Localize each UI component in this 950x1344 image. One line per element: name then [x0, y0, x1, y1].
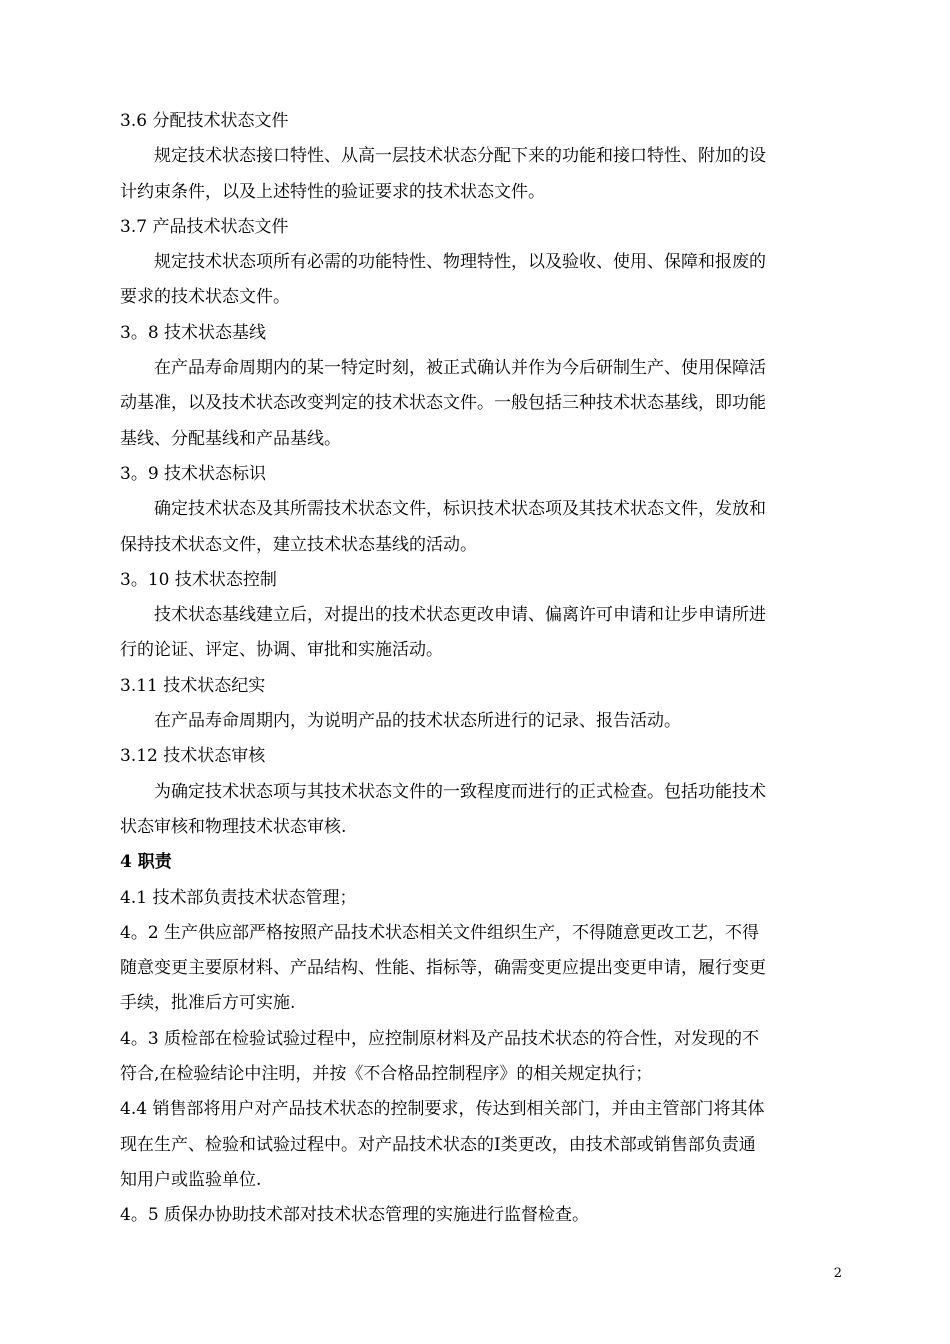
duty-item-4-4: 4.4 销售部将用户对产品技术状态的控制要求，传达到相关部门，并由主管部门将其体: [120, 1099, 765, 1120]
paragraph-line: 要求的技术状态文件。: [120, 287, 290, 308]
paragraph-line: 在产品寿命周期内的某一特定时刻，被正式确认并作为今后研制生产、使用保障活: [154, 358, 766, 379]
paragraph-line: 手续，批准后方可实施.: [120, 993, 296, 1014]
section-heading-3-10: 3。10 技术状态控制: [120, 569, 277, 590]
document-body: [120, 104, 845, 1234]
paragraph-line: 状态审核和物理技术状态审核.: [120, 816, 347, 837]
paragraph-line: 基线、分配基线和产品基线。: [120, 428, 341, 449]
paragraph-line: 知用户或监验单位.: [120, 1169, 262, 1190]
section-heading-3-7: 3.7 产品技术状态文件: [120, 216, 289, 237]
paragraph-line: 为确定技术状态项与其技术状态文件的一致程度而进行的正式检查。包括功能技术: [154, 781, 766, 802]
duty-item-4-2: 4。2 生产供应部严格按照产品技术状态相关文件组织生产，不得随意更改工艺，不得: [120, 922, 760, 943]
paragraph-line: 符合,在检验结论中注明，并按《不合格品控制程序》的相关规定执行；: [120, 1064, 653, 1085]
page-number: 2: [833, 1266, 842, 1281]
paragraph-line: 计约束条件，以及上述特性的验证要求的技术状态文件。: [120, 181, 545, 202]
paragraph-line: 行的论证、评定、协调、审批和实施活动。: [120, 640, 443, 661]
section-heading-3-12: 3.12 技术状态审核: [120, 746, 266, 767]
paragraph-line: 规定技术状态接口特性、从高一层技术状态分配下来的功能和接口特性、附加的设: [154, 146, 766, 167]
section-heading-3-6: 3.6 分配技术状态文件: [120, 111, 289, 131]
duty-item-4-1: 4.1 技术部负责技术状态管理；: [120, 887, 357, 908]
paragraph-line: 动基准，以及技术状态改变判定的技术状态文件。一般包括三种技术状态基线，即功能: [120, 393, 766, 414]
duty-item-4-5: 4。5 质保办协助技术部对技术状态管理的实施进行监督检查。: [120, 1205, 590, 1226]
paragraph-line: 随意变更主要原材料、产品结构、性能、指标等，确需变更应提出变更申请，履行变更: [120, 958, 766, 979]
section-heading-3-9: 3。9 技术状态标识: [120, 463, 267, 484]
paragraph-line: 规定技术状态项所有必需的功能特性、物理特性，以及验收、使用、保障和报废的: [154, 252, 766, 273]
section-heading-3-8: 3。8 技术状态基线: [120, 322, 267, 343]
paragraph-line: 现在生产、检验和试验过程中。对产品技术状态的Ⅰ类更改，由技术部或销售部负责通: [120, 1134, 756, 1155]
section-heading-3-11: 3.11 技术状态纪实: [120, 675, 266, 696]
chapter-heading-4: 4 职责: [120, 852, 172, 873]
paragraph-line: 保持技术状态文件，建立技术状态基线的活动。: [120, 534, 477, 555]
paragraph-line: 技术状态基线建立后，对提出的技术状态更改申请、偏离许可申请和让步申请所进: [154, 605, 766, 626]
duty-item-4-3: 4。3 质检部在检验试验过程中，应控制原材料及产品技术状态的符合性，对发现的不: [120, 1028, 760, 1049]
paragraph-line: 在产品寿命周期内，为说明产品的技术状态所进行的记录、报告活动。: [154, 711, 681, 732]
paragraph-line: 确定技术状态及其所需技术状态文件，标识技术状态项及其技术状态文件，发放和: [154, 499, 766, 520]
